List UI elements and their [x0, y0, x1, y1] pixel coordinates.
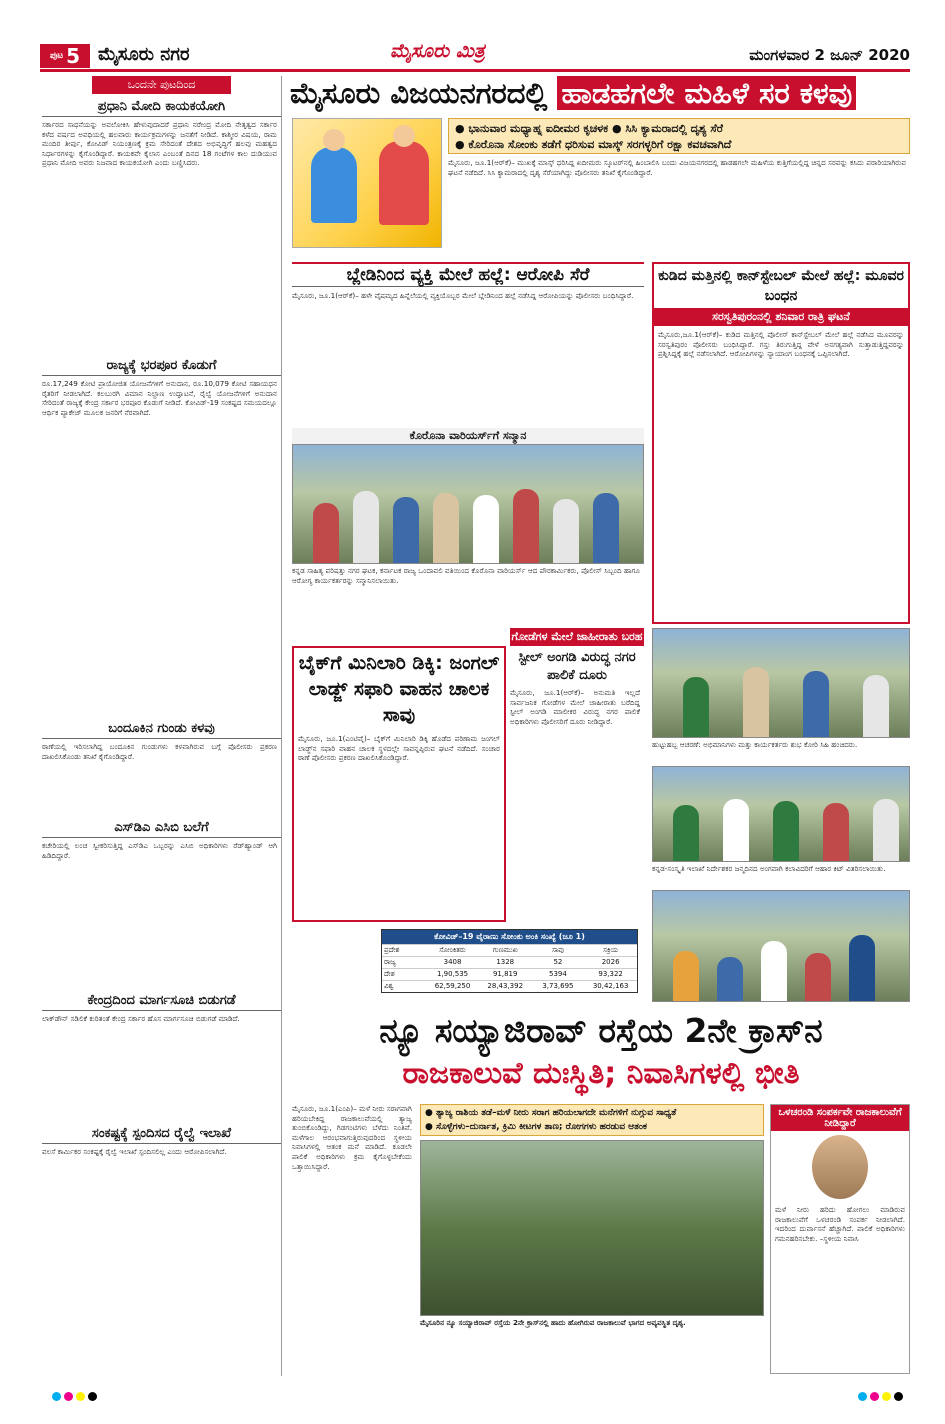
constable-tag: ಸರಸ್ವತಿಪುರಂನಲ್ಲಿ ಶನಿವಾರ ರಾತ್ರಿ ಘಟನೆ: [654, 308, 908, 326]
table-cell: 3408: [443, 958, 462, 966]
column-header: ಪ್ರದೇಶ: [384, 946, 400, 954]
ads-body: ಮೈಸೂರು, ಜೂ.1(ಆರ್‌ಕೆ)– ಅನುಮತಿ ಇಲ್ಲದೆ ಸಾರ್ವಜನಿಕ ಗೋಡೆಗಳ ಮೇಲೆ ಜಾಹೀರಾತು ಬರೆದಿದ್ದ ಸ್ಟೀಲ್ ಅಂಗಡಿ ಮಾಲೀಕರ ವಿರುದ್ಧ ನಗರ ಪಾಲಿಕೆ ಅಧಿಕಾರಿಗಳು ಪೊಲೀಸರಿಗೆ ದೂರು ನೀಡಿದ್ದಾರೆ.: [510, 688, 640, 726]
table-cell: 93,322: [598, 970, 623, 978]
story-headline: ಕೇಂದ್ರದಿಂದ ಮಾರ್ಗಸೂಚಿ ಬಿಡುಗಡೆ: [42, 991, 281, 1011]
yellow-dot: [882, 1392, 891, 1401]
assault-body: ಮೈಸೂರು, ಜೂ.1(ಆರ್‌ಕೆ)– ಹಳೇ ವೈಷಮ್ಯದ ಹಿನ್ನೆಲೆಯಲ್ಲಿ ವ್ಯಕ್ತಿಯೊಬ್ಬರ ಮೇಲೆ ಬ್ಲೇಡಿನಿಂದ ಹಲ್ಲೆ ನಡೆಸಿದ್ದ ಆರೋಪಿಯನ್ನು ಪೊಲೀಸರು ಬಂಧಿಸಿದ್ದಾರೆ.: [292, 291, 634, 300]
person-shape: [743, 667, 769, 737]
person-shape: [353, 491, 379, 563]
person-shape: [683, 677, 709, 737]
person-shape: [313, 503, 339, 563]
table-row: [382, 956, 637, 968]
constable-story: [652, 262, 910, 624]
ads-subheadline: ಸ್ಟೀಲ್ ಅಂಗಡಿ ವಿರುದ್ಧ ನಗರ ಪಾಲಿಕೆ ದೂರು: [518, 650, 636, 683]
page-number: 5: [66, 44, 81, 68]
person-shape: [773, 801, 799, 861]
drain-photo: [420, 1140, 764, 1316]
birthday-caption: ಹುಟ್ಟುಹಬ್ಬ ಆಚರಣೆ: ಅಭಿಮಾನಿಗಳು ಮತ್ತು ಕಾರ್ಯಕರ್ತರು ಶುಭ ಕೋರಿ ಸಿಹಿ ಹಂಚಿದರು.: [652, 740, 858, 749]
kit-distribution-photo: [652, 766, 910, 862]
birthday-photo: [652, 628, 910, 738]
table-cell: ರಾಜ್ಯ: [384, 958, 396, 966]
table-cell: 52: [553, 958, 563, 966]
assault-story: [292, 262, 644, 422]
story-headline: ಪ್ರಧಾನಿ ಮೋದಿ ಕಾಯಕಯೋಗಿ: [42, 97, 281, 117]
person-shape: [873, 799, 899, 861]
page-number-badge: [40, 44, 90, 68]
paper-logo: ಮೈಸೂರು ಮಿತ್ರ: [390, 40, 485, 62]
mask-distribution-photo: [652, 890, 910, 1002]
left-column: [42, 76, 282, 1376]
person-shape: [717, 957, 743, 1001]
column-header: ಸೋಂಕಿತರು: [439, 946, 466, 954]
story-body: ಕಚೇರಿಯಲ್ಲಿ ಲಂಚ ಸ್ವೀಕರಿಸುತ್ತಿದ್ದ ಎಸ್‌ಡಿಎ ಒಬ್ಬರನ್ನು ಎಸಿಬಿ ಅಧಿಕಾರಿಗಳು ರೆಡ್‌ಹ್ಯಾಂಡ್ ಆಗಿ ಹಿಡಿದಿದ್ದಾರೆ.: [42, 841, 277, 860]
cartoon-victim-face: [323, 129, 345, 151]
magenta-dot: [870, 1392, 879, 1401]
lead-highlights: [448, 118, 910, 154]
bottom-headline: [292, 1010, 910, 1100]
table-cell: 1328: [496, 958, 515, 966]
accident-story: [292, 646, 506, 922]
table-cell: 30,42,163: [592, 982, 629, 990]
person-shape: [849, 935, 875, 1001]
person-shape: [433, 493, 459, 563]
bottom-headline-line1: ನ್ಯೂ ಸಯ್ಯಾಜಿರಾವ್ ರಸ್ತೆಯ 2ನೇ ಕ್ರಾಸ್‌ನ: [379, 1011, 823, 1050]
issue-date: ಮಂಗಳವಾರ 2 ಜೂನ್ 2020: [749, 46, 910, 64]
story-headline: ಎಸ್‌ಡಿಎ ಎಸಿಬಿ ಬಲೆಗೆ: [42, 818, 281, 838]
cartoon-victim-figure: [311, 147, 357, 223]
cartoon-thief-figure: [379, 141, 429, 225]
table-cell: 91,819: [492, 970, 518, 978]
person-shape: [473, 495, 499, 563]
table-cell: 62,59,250: [434, 982, 471, 990]
page-label: ಪುಟ: [49, 51, 64, 61]
quote-body: ಮಳೆ ನೀರು ಹರಿದು ಹೋಗಲು ಮಾಡಿರುವ ರಾಜಕಾಲುವೆಗೆ ಒಳಚರಂಡಿ ಸಂಪರ್ಕ ನೀಡಲಾಗಿದೆ. ಇದರಿಂದ ದುರ್ವಾಸನೆ ಹೆಚ್ಚಾಗಿದೆ. ಪಾಲಿಕೆ ಅಧಿಕಾರಿಗಳು ಗಮನಹರಿಸಬೇಕು. –ಸ್ಥಳೀಯ ನಿವಾಸಿ: [775, 1205, 905, 1243]
table-row: [382, 980, 637, 992]
accident-headline: ಬೈಕ್‌ಗೆ ಮಿನಿಲಾರಿ ಡಿಕ್ಕಿ: ಜಂಗಲ್ ಲಾಡ್ಜ್ ಸಫಾರಿ ವಾಹನ ಚಾಲಕ ಸಾವು: [298, 652, 500, 726]
table-cell: 5394: [549, 970, 567, 978]
print-registration-marks: [52, 1392, 912, 1404]
story-body: ಲಾಕ್‌ಡೌನ್ ಸಡಿಲಿಕೆ ಕುರಿತಂತೆ ಕೇಂದ್ರ ಸರ್ಕಾರ ಹೊಸ ಮಾರ್ಗಸೂಚಿ ಬಿಡುಗಡೆ ಮಾಡಿದೆ.: [42, 1014, 240, 1023]
bottom-highlight: ● ತ್ಯಾಜ್ಯ ರಾಶಿಯ ತಡೆ–ಮಳೆ ನೀರು ಸರಾಗ ಹರಿಯಲಾಗದೇ ಮನೆಗಳಿಗೆ ನುಗ್ಗುವ ಸಾಧ್ಯತೆ: [425, 1108, 677, 1118]
person-shape: [393, 497, 419, 563]
chain-snatching-cartoon: [292, 118, 442, 248]
bottom-headline-line2: ರಾಜಕಾಲುವೆ ದುಃಸ್ಥಿತಿ; ನಿವಾಸಿಗಳಲ್ಲಿ ಭೀತಿ: [402, 1056, 800, 1091]
constable-headline: ಕುಡಿದ ಮತ್ತಿನಲ್ಲಿ ಕಾನ್‌ಸ್ಟೇಬಲ್ ಮೇಲೆ ಹಲ್ಲೆ: ಮೂವರ ಬಂಧನ: [658, 268, 904, 304]
person-shape: [593, 493, 619, 563]
person-shape: [673, 951, 699, 1001]
resident-portrait: [812, 1135, 868, 1199]
person-shape: [673, 805, 699, 861]
bottom-highlights: [420, 1104, 764, 1136]
person-shape: [863, 675, 889, 737]
table-header-row: [382, 944, 637, 956]
person-shape: [805, 953, 831, 1001]
cyan-dot: [858, 1392, 867, 1401]
warriors-body: ಕನ್ನಡ ಸಾಹಿತ್ಯ ಪರಿಷತ್ತು ನಗರ ಘಟಕ, ಕರ್ನಾಟಕ ರಾಜ್ಯ ಒಂದಾವಲಿ ವತಿಯಿಂದ ಕೊರೊನಾ ವಾರಿಯರ್ಸ್ ಆದ ಪೌರಕಾರ್ಮಿಕರು, ಪೊಲೀಸ್ ಸಿಬ್ಬಂದಿ ಹಾಗೂ ಆರೋಗ್ಯ ಕಾರ್ಯಕರ್ತರನ್ನು ಸನ್ಮಾನಿಸಲಾಯಿತು.: [292, 566, 640, 585]
warriors-caption-bar: ಕೊರೊನಾ ವಾರಿಯರ್ಸ್‌ಗೆ ಸನ್ಮಾನ: [292, 428, 644, 445]
story-headline: ಸಂಕಷ್ಟಕ್ಕೆ ಸ್ಪಂದಿಸದ ರೈಲ್ವೆ ಇಲಾಖೆ: [42, 1124, 281, 1144]
person-shape: [553, 499, 579, 563]
magenta-dot: [64, 1392, 73, 1401]
continued-tag: ಒಂದನೇ ಪುಟದಿಂದ: [92, 76, 231, 94]
yellow-dot: [76, 1392, 85, 1401]
story-body: ರೂ.17,249 ಕೋಟಿ ಪ್ರಾಯೋಜಿತ ಯೋಜನೆಗಳಿಗೆ ಅನುದಾನ, ರೂ.10,079 ಕೋಟಿ ಸಹಾಯಧನ ರೈತರಿಗೆ ನೀಡಲಾಗಿದೆ. ಕಲಬುರಗಿ ವಿಮಾನ ನಿಲ್ದಾಣ ಉದ್ಘಾಟನೆ, ರೈಲ್ವೆ ಯೋಜನೆಗಳಿಗೆ ಅನುದಾನ ಸೇರಿದಂತೆ ರಾಜ್ಯಕ್ಕೆ ಕೇಂದ್ರ ಸರ್ಕಾರ ಭರಪೂರ ಕೊಡುಗೆ ನೀಡಿದೆ. ಕೋವಿಡ್-19 ಸಂಕಷ್ಟದ ಸಮಯದಲ್ಲೂ ಆರ್ಥಿಕ ಪ್ಯಾಕೇಜ್ ಮೂಲಕ ಜನರಿಗೆ ನೆರವಾಗಿದೆ.: [42, 379, 277, 417]
lead-highlight: ● ಭಾನುವಾರ ಮಧ್ಯಾಹ್ನ ಐದೀಮರ ಕೃಚಳಕ ● ಸಿಸಿ ಕ್ಯಾಮರಾದಲ್ಲಿ ದೃಶ್ಯ ಸೆರೆ: [455, 122, 723, 135]
story-headline: ಬಂದೂಕಿನ ಗುಂಡು ಕಳವು: [42, 719, 281, 739]
lead-highlight: ● ಕೊರೊನಾ ಸೋಂಕು ತಡೆಗೆ ಧರಿಸುವ ಮಾಸ್ಕ್ ಸರಗಳ್ಳರಿಗೆ ರಕ್ಷಾ ಕವಚವಾಗಿದೆ: [455, 138, 732, 151]
story-body: ಸರ್ಕಾರದ ಸಾಧನೆಯನ್ನು ಅವಲೋಕಿಸಿ ಹೇಳುವುದಾದರೆ ಪ್ರಧಾನಿ ನರೇಂದ್ರ ಮೋದಿ ನೇತೃತ್ವದ ಸರ್ಕಾರ ಕಳೆದ ವರ್ಷದ ಅವಧಿಯಲ್ಲಿ ಹಲವಾರು ಕಾರ್ಯಕ್ರಮಗಳನ್ನು ಜನತೆಗೆ ನೀಡಿದೆ. ಕಾಶ್ಮೀರ ವಿಷಯ, ರಾಮ ಮಂದಿರ ತೀರ್ಪು, ಕೋವಿಡ್ ನಿಯಂತ್ರಣಕ್ಕೆ ಕ್ರಮ ಸೇರಿದಂತೆ ದೇಶದ ಅಭಿವೃದ್ಧಿಗೆ ಹಲವು ಮಹತ್ವದ ನಿರ್ಧಾರಗಳನ್ನು ಕೈಗೊಂಡಿದ್ದಾರೆ. ಕಾಯಕವೇ ಕೈಲಾಸ ಎಂಬಂತೆ ದಿನದ 18 ಗಂಟೆಗಳ ಕಾಲ ದುಡಿಯುವ ಪ್ರಧಾನಿ ಮೋದಿ ಅವರು ನಿಜವಾದ ಕಾಯಕಯೋಗಿ ಎಂದು ಬಣ್ಣಿಸಿದರು.: [42, 120, 277, 168]
lead-body-text: ಮೈಸೂರು, ಜೂ.1(ಆರ್‌ಕೆ)– ಮುಖಕ್ಕೆ ಮಾಸ್ಕ್ ಧರಿಸಿದ್ದ ಖದೀಮರು ಸ್ಕೂಟರ್‌ನಲ್ಲಿ ಹಿಂಬಾಲಿಸಿ ಬಂದು ವಿಜಯನಗರದಲ್ಲಿ ಹಾಡಹಗಲೇ ಮಹಿಳೆಯ ಕುತ್ತಿಗೆಯಲ್ಲಿದ್ದ ಚಿನ್ನದ ಸರವನ್ನು ಕಸಿದು ಪರಾರಿಯಾಗಿರುವ ಘಟನೆ ನಡೆದಿದೆ. ಸಿಸಿ ಕ್ಯಾಮರಾದಲ್ಲಿ ದೃಶ್ಯ ಸೆರೆಯಾಗಿದ್ದು ಪೊಲೀಸರು ತನಿಖೆ ಕೈಗೊಂಡಿದ್ದಾರೆ.: [448, 158, 906, 177]
cyan-dot: [52, 1392, 61, 1401]
resident-quote-box: [770, 1104, 910, 1374]
black-dot: [894, 1392, 903, 1401]
lead-body: [448, 158, 910, 258]
column-header: ಗುಣಮುಖ: [492, 946, 518, 954]
kit-caption: ಕನ್ನಡ-ಸಂಸ್ಕೃತಿ ಇಲಾಖೆ ನಿರ್ದೇಶಕರ ಜನ್ಮದಿನದ ಅಂಗವಾಗಿ ಕಲಾವಿದರಿಗೆ ಆಹಾರ ಕಿಟ್ ವಿತರಿಸಲಾಯಿತು.: [652, 864, 886, 873]
column-header: ಸಕ್ರಿಯ: [603, 946, 619, 954]
story-body: ವಲಸೆ ಕಾರ್ಮಿಕರ ಸಂಕಷ್ಟಕ್ಕೆ ರೈಲ್ವೆ ಇಲಾಖೆ ಸ್ಪಂದಿಸಲಿಲ್ಲ ಎಂದು ಆರೋಪಿಸಲಾಗಿದೆ.: [42, 1147, 227, 1156]
table-cell: 28,43,392: [487, 982, 524, 990]
masthead: [40, 42, 910, 72]
table-cell: ದೇಶ: [384, 970, 395, 978]
constable-body: ಮೈಸೂರು,ಜೂ.1(ಆರ್‌ಕೆ)– ಕುಡಿದ ಮತ್ತಿನಲ್ಲಿ ಪೊಲೀಸ್ ಕಾನ್‌ಸ್ಟೇಬಲ್ ಮೇಲೆ ಹಲ್ಲೆ ನಡೆಸಿದ ಮೂವರನ್ನು ಸರಸ್ವತಿಪುರಂ ಪೊಲೀಸರು ಬಂಧಿಸಿದ್ದಾರೆ. ಗಸ್ತು ತಿರುಗುತ್ತಿದ್ದ ವೇಳೆ ಅನಗತ್ಯವಾಗಿ ಸುತ್ತಾಡುತ್ತಿದ್ದವರನ್ನು ಪ್ರಶ್ನಿಸಿದ್ದಕ್ಕೆ ಹಲ್ಲೆ ನಡೆಸಲಾಗಿದೆ. ಆರೋಪಿಗಳನ್ನು ನ್ಯಾಯಾಂಗ ಬಂಧನಕ್ಕೆ ಒಪ್ಪಿಸಲಾಗಿದೆ.: [658, 330, 904, 359]
quote-title: ಒಳಚರಂಡಿ ಸಂಪರ್ಕವೇ ರಾಜಕಾಲುವೆಗೆ ನೀಡಿದ್ದಾರೆ: [771, 1105, 909, 1131]
lead-headline-red: ಹಾಡಹಗಲೇ ಮಹಿಳೆ ಸರ ಕಳವು: [557, 76, 856, 110]
bottom-body: ಮೈಸೂರು, ಜೂ.1(ಎಂಪಿ)– ಮಳೆ ನೀರು ಸರಾಗವಾಗಿ ಹರಿಯಬೇಕಿದ್ದ ರಾಜಕಾಲುವೆಯಲ್ಲಿ ತ್ಯಾಜ್ಯ ತುಂಬಿಕೊಂಡಿದ್ದು, ಗಿಡಗಂಟಿಗಳು ಬೆಳೆದು ನಿಂತಿವೆ. ಮಳೆಗಾಲ ಆರಂಭವಾಗುತ್ತಿರುವುದರಿಂದ ಸ್ಥಳೀಯ ನಿವಾಸಿಗಳಲ್ಲಿ ಆತಂಕ ಮನೆ ಮಾಡಿದೆ. ಕೂಡಲೇ ಪಾಲಿಕೆ ಅಧಿಕಾರಿಗಳು ಕ್ರಮ ಕೈಗೊಳ್ಳಬೇಕೆಂದು ಒತ್ತಾಯಿಸಿದ್ದಾರೆ.: [292, 1104, 412, 1171]
table-cell: 2026: [601, 958, 620, 966]
ads-headline: ಗೋಡೆಗಳ ಮೇಲೆ ಜಾಹೀರಾತು ಬರಹ: [510, 628, 644, 646]
person-shape: [513, 489, 539, 563]
column-header: ಸಾವು: [551, 946, 564, 954]
person-shape: [723, 799, 749, 861]
person-shape: [803, 671, 829, 737]
accident-body: ಮೈಸೂರು, ಜೂ.1(ಎಂಟಿವೈ)– ಬೈಕ್‌ಗೆ ಮಿನಿಲಾರಿ ಡಿಕ್ಕಿ ಹೊಡೆದ ಪರಿಣಾಮ ಜಂಗಲ್ ಲಾಡ್ಜ್‌ನ ಸಫಾರಿ ವಾಹನ ಚಾಲಕ ಸ್ಥಳದಲ್ಲೇ ಸಾವನ್ನಪ್ಪಿರುವ ಘಟನೆ ನಡೆದಿದೆ. ಸಂಚಾರ ಠಾಣೆ ಪೊಲೀಸರು ಪ್ರಕರಣ ದಾಖಲಿಸಿಕೊಂಡಿದ್ದಾರೆ.: [298, 734, 500, 763]
ads-story: [510, 628, 644, 920]
table-row: [382, 968, 637, 980]
lead-headline-black: ಮೈಸೂರು ವಿಜಯನಗರದಲ್ಲಿ: [290, 76, 558, 110]
lead-headline: [290, 76, 910, 116]
warriors-photo: [292, 444, 644, 564]
black-dot: [88, 1392, 97, 1401]
person-shape: [823, 803, 849, 861]
bottom-highlight: ● ಸೊಳ್ಳೆಗಳು–ದುರ್ನಾತ, ಕ್ರಿಮಿ ಕೀಟಗಳ ತಾಣ; ರೋಗಗಳು ಹರಡುವ ಆತಂಕ: [425, 1122, 647, 1132]
table-cell: ವಿಶ್ವ: [384, 982, 394, 990]
person-shape: [761, 941, 787, 1001]
assault-headline: ಬ್ಲೇಡಿನಿಂದ ವ್ಯಕ್ತಿ ಮೇಲೆ ಹಲ್ಲೆ: ಆರೋಪಿ ಸೆರೆ: [292, 262, 644, 287]
section-name: ಮೈಸೂರು ನಗರ: [98, 44, 190, 65]
drain-photo-caption: ಮೈಸೂರಿನ ನ್ಯೂ ಸಯ್ಯಾಜಿರಾವ್ ರಸ್ತೆಯ 2ನೇ ಕ್ರಾಸ್‌ನಲ್ಲಿ ಹಾದು ಹೋಗಿರುವ ರಾಜಕಾಲುವೆ ಭಾಗದ ಅವ್ಯವಸ್ಥಿತ ದೃಶ್ಯ.: [420, 1318, 686, 1327]
story-headline: ರಾಜ್ಯಕ್ಕೆ ಭರಪೂರ ಕೊಡುಗೆ: [42, 356, 281, 376]
cartoon-thief-face: [393, 125, 415, 147]
covid-stats-table: [381, 929, 638, 993]
story-body: ಠಾಣೆಯಲ್ಲಿ ಇರಿಸಲಾಗಿದ್ದ ಬಂದೂಕಿನ ಗುಂಡುಗಳು ಕಳವಾಗಿರುವ ಬಗ್ಗೆ ಪೊಲೀಸರು ಪ್ರಕರಣ ದಾಖಲಿಸಿಕೊಂಡು ತನಿಖೆ ಕೈಗೊಂಡಿದ್ದಾರೆ.: [42, 742, 277, 761]
covid-table-title: ಕೋವಿಡ್–19 ವೈರಾಣು ಸೋಂಕು ಅಂಕಿ ಸಂಖ್ಯೆ (ಜೂ 1): [382, 930, 637, 944]
table-cell: 3,73,695: [542, 982, 574, 990]
table-cell: 1,90,535: [436, 970, 469, 978]
